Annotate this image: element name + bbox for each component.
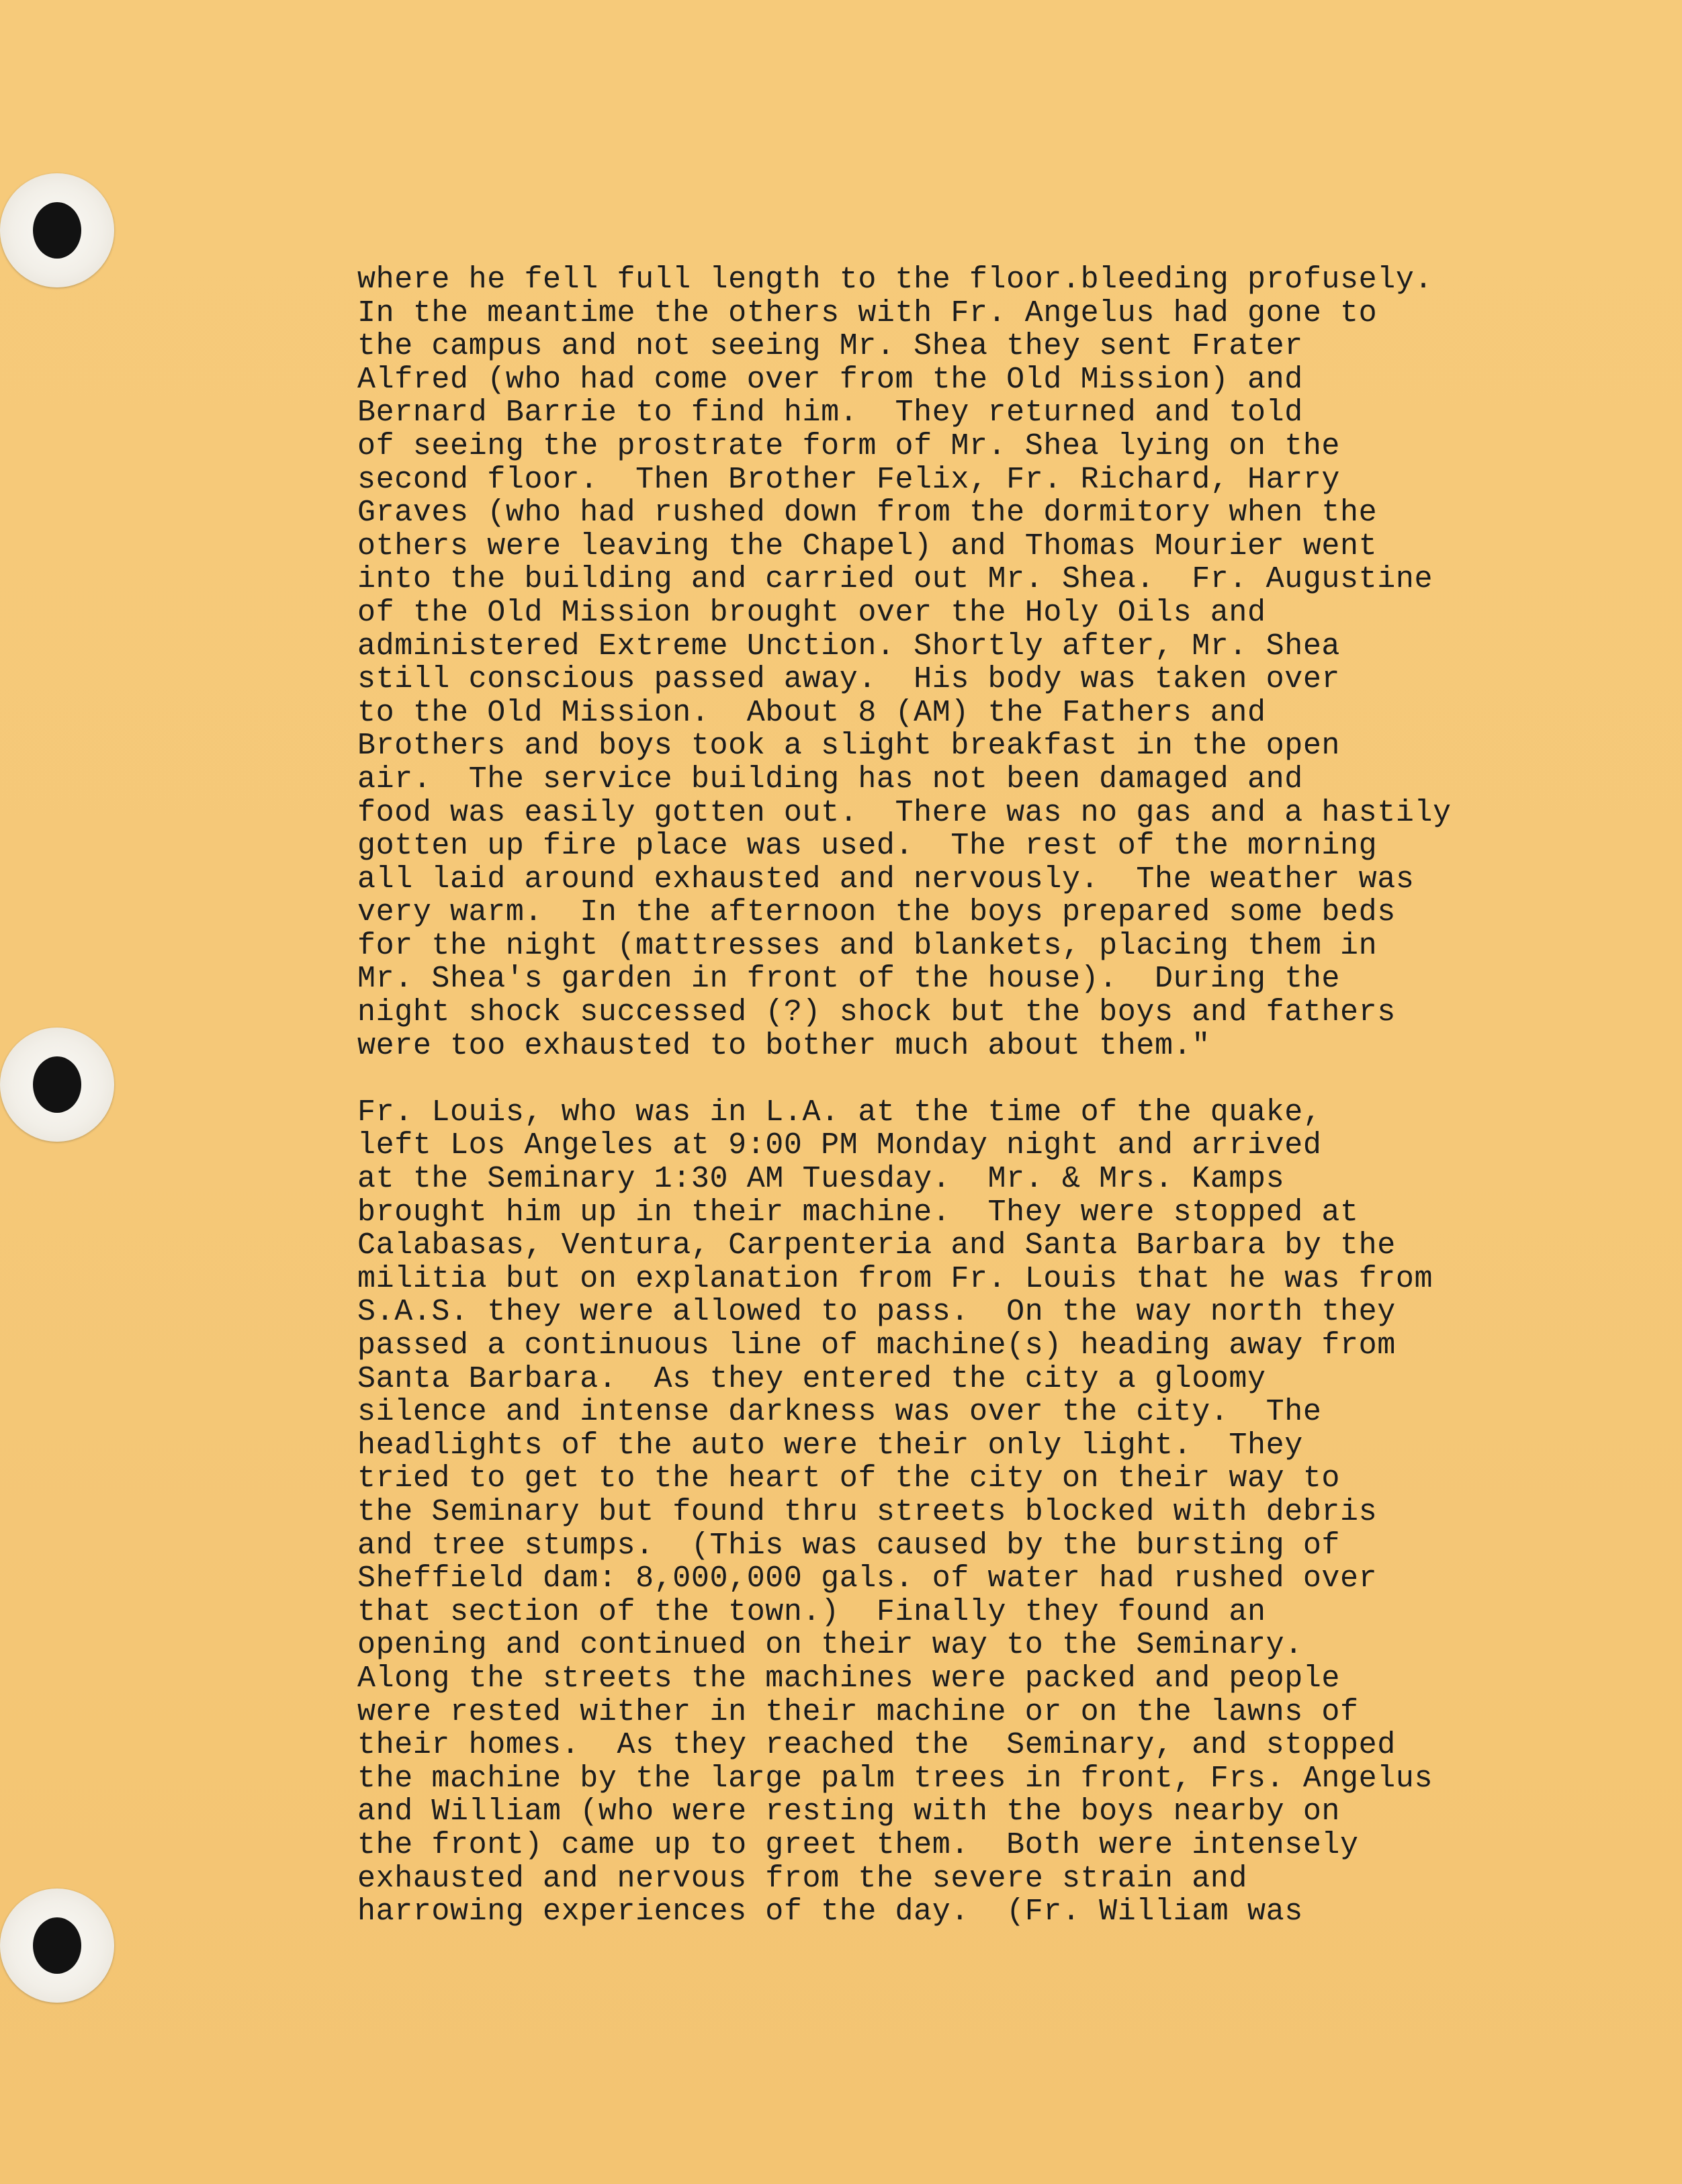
punch-hole-top <box>0 173 114 287</box>
text-line: and William (who were resting with the boys nearby on <box>357 1794 1341 1829</box>
text-line: into the building and carried out Mr. Shea. Fr. Augustine <box>357 562 1433 597</box>
text-line: headlights of the auto were their only light. They <box>357 1428 1303 1463</box>
text-line: gotten up fire place was used. The rest of the morning <box>357 829 1378 864</box>
text-line: opening and continued on their way to the Seminary. <box>357 1628 1303 1663</box>
text-line: all laid around exhausted and nervously. The weather was <box>357 862 1415 897</box>
text-line: at the Seminary 1:30 AM Tuesday. Mr. & Mrs. Kamps <box>357 1162 1285 1197</box>
text-line: the Seminary but found thru streets blocked with debris <box>357 1494 1378 1529</box>
text-line: food was easily gotten out. There was no gas and a hastily <box>357 795 1452 830</box>
text-line: the machine by the large palm trees in front, Frs. Angelus <box>357 1761 1433 1796</box>
text-line: In the meantime the others with Fr. Angelus had gone to <box>357 295 1378 330</box>
text-line: left Los Angeles at 9:00 PM Monday night and arrived <box>357 1128 1322 1163</box>
text-line: exhausted and nervous from the severe strain and <box>357 1861 1248 1896</box>
text-line: silence and intense darkness was over the city. The <box>357 1395 1322 1430</box>
text-line: Bernard Barrie to find him. They returned and told <box>357 396 1303 430</box>
text-line: Sheffield dam: 8,000,000 gals. of water had rushed over <box>357 1561 1378 1596</box>
text-line: their homes. As they reached the Seminary, and stopped <box>357 1728 1396 1763</box>
text-line: Fr. Louis, who was in L.A. at the time of the quake, <box>357 1095 1322 1130</box>
typewritten-text <box>357 263 1654 1929</box>
text-line: were too exhausted to bother much about them." <box>357 1028 1210 1063</box>
text-line: Santa Barbara. As they entered the city a gloomy <box>357 1361 1266 1396</box>
text-line: for the night (mattresses and blankets, placing them in <box>357 928 1378 963</box>
text-line: very warm. In the afternoon the boys prepared some beds <box>357 895 1396 930</box>
text-line: S.A.S. they were allowed to pass. On the way north they <box>357 1295 1396 1330</box>
text-line: air. The service building has not been damaged and <box>357 762 1303 797</box>
text-line: still conscious passed away. His body was taken over <box>357 662 1341 697</box>
paragraph-1 <box>357 263 1654 1062</box>
text-line: and tree stumps. (This was caused by the bursting of <box>357 1528 1341 1563</box>
text-line: harrowing experiences of the day. (Fr. William was <box>357 1895 1303 1929</box>
text-line: administered Extreme Unction. Shortly after, Mr. Shea <box>357 629 1341 664</box>
text-line: were rested wither in their machine or on the lawns of <box>357 1694 1359 1729</box>
text-line: of the Old Mission brought over the Holy Oils and <box>357 595 1266 630</box>
text-line: Calabasas, Ventura, Carpenteria and Santa Barbara by the <box>357 1228 1396 1263</box>
text-line: to the Old Mission. About 8 (AM) the Fathers and <box>357 695 1266 730</box>
punch-hole-bottom <box>0 1889 114 2003</box>
text-line: others were leaving the Chapel) and Thomas Mourier went <box>357 529 1378 563</box>
text-line: passed a continuous line of machine(s) heading away from <box>357 1328 1396 1363</box>
text-line: Graves (who had rushed down from the dormitory when the <box>357 496 1378 531</box>
punch-hole-middle <box>0 1028 114 1142</box>
text-line: second floor. Then Brother Felix, Fr. Richard, Harry <box>357 462 1341 497</box>
paragraph-gap <box>357 1062 1654 1096</box>
text-line: brought him up in their machine. They were stopped at <box>357 1195 1359 1230</box>
text-line: the front) came up to greet them. Both were intensely <box>357 1827 1359 1862</box>
text-line: Brothers and boys took a slight breakfast in the open <box>357 729 1341 764</box>
text-line: night shock successed (?) shock but the boys and fathers <box>357 995 1396 1030</box>
text-line: Mr. Shea's garden in front of the house). During the <box>357 962 1341 997</box>
text-line: of seeing the prostrate form of Mr. Shea lying on the <box>357 428 1341 463</box>
text-line: that section of the town.) Finally they found an <box>357 1594 1266 1629</box>
text-line: Along the streets the machines were packed and people <box>357 1661 1341 1696</box>
text-line: the campus and not seeing Mr. Shea they sent Frater <box>357 329 1303 364</box>
text-line: militia but on explanation from Fr. Louis that he was from <box>357 1261 1433 1296</box>
text-line: where he fell full length to the floor.bleeding profusely. <box>357 263 1433 297</box>
paragraph-2 <box>357 1096 1654 1929</box>
text-line: tried to get to the heart of the city on their way to <box>357 1461 1341 1496</box>
text-line: Alfred (who had come over from the Old Mission) and <box>357 362 1303 397</box>
